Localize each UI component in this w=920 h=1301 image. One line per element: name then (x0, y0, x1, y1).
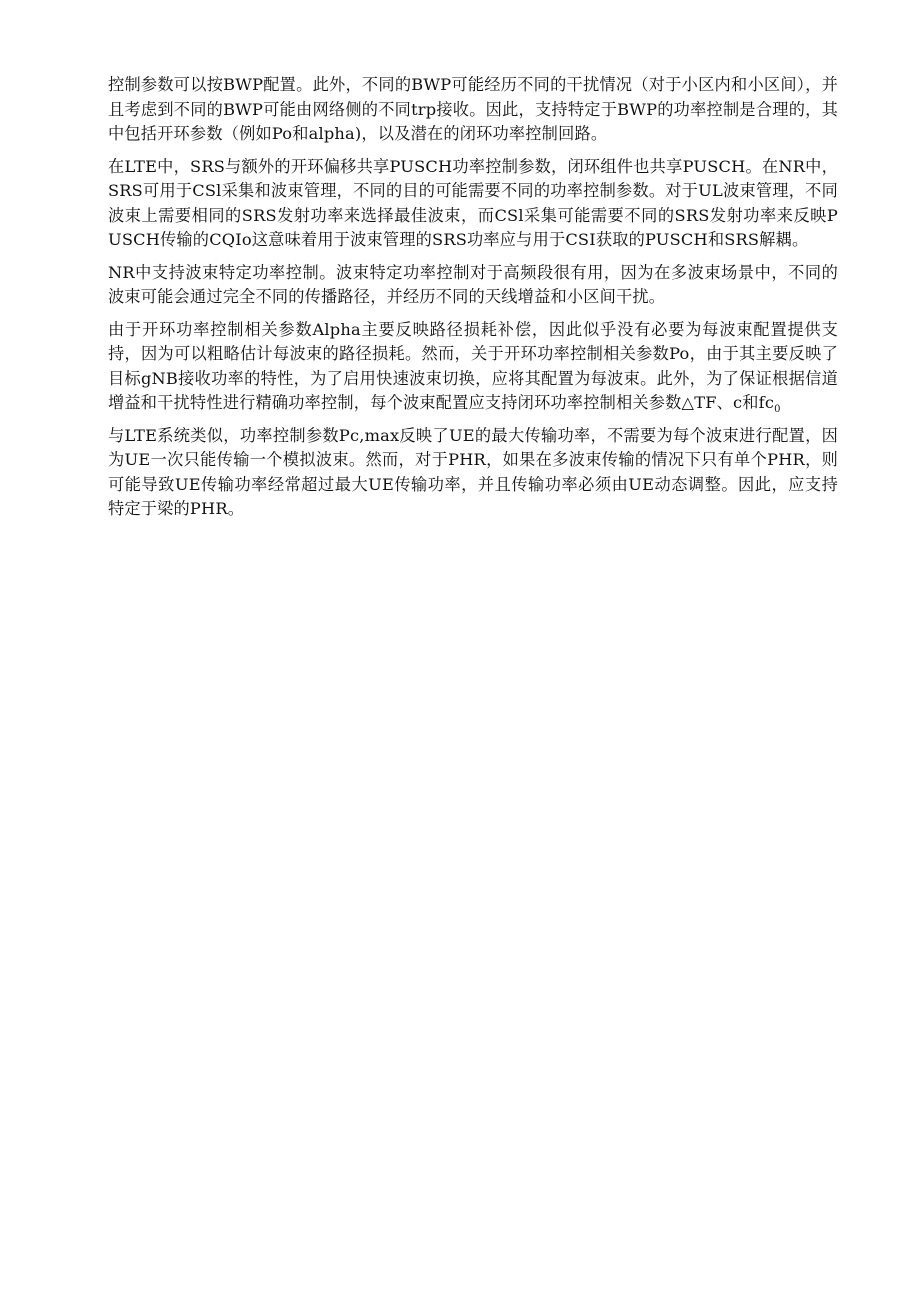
paragraph-open-loop-parameters (108, 318, 838, 416)
paragraph-srs-power-control: 在LTE中，SRS与额外的开环偏移共享PUSCH功率控制参数，闭环组件也共享PUSCH。在NR中，SRS可用于CSl采集和波束管理，不同的目的可能需要不同的功率控制参数。对于UL波束管理，不同波束上需要相同的SRS发射功率来选择最佳波束，而CSl采集可能需要不同的SRS发射功率来反映PUSCH传输的CQIo这意味着用于波束管理的SRS功率应与用于CSI获取的PUSCH和SRS解耦。 (108, 156, 838, 249)
document-body (108, 73, 838, 530)
paragraph-open-loop-text: 由于开环功率控制相关参数Alpha主要反映路径损耗补偿，因此似乎没有必要为每波束配置提供支持，因为可以粗略估计每波束的路径损耗。然而，关于开环功率控制相关参数Po，由于其主要反映了目标gNB接收功率的特性，为了启用快速波束切换，应将其配置为每波束。此外，为了保证根据信道增益和干扰特性进行精确功率控制，每个波束配置应支持闭环功率控制相关参数△TF、c和fc (108, 319, 838, 412)
paragraph-bwp-power-control: 控制参数可以按BWP配置。此外，不同的BWP可能经历不同的干扰情况（对于小区内和小区间），并且考虑到不同的BWP可能由网络侧的不同trp接收。因此，支持特定于BWP的功率控制是合理的，其中包括开环参数（例如Po和alpha)，以及潜在的闭环功率控制回路。 (108, 75, 838, 143)
paragraph-phr: 与LTE系统类似，功率控制参数Pc,max反映了UE的最大传输功率，不需要为每个波束进行配置，因为UE一次只能传输一个模拟波束。然而，对于PHR，如果在多波束传输的情况下只有单个PHR，则可能导致UE传输功率经常超过最大UE传输功率，并且传输功率必须由UE动态调整。因此，应支持特定于梁的PHR。 (108, 425, 838, 518)
fc-subscript: 0 (774, 404, 781, 416)
paragraph-beam-specific-power-control: NR中支持波束特定功率控制。波束特定功率控制对于高频段很有用，因为在多波束场景中，不同的波束可能会通过完全不同的传播路径，并经历不同的天线增益和小区间干扰。 (108, 262, 838, 306)
